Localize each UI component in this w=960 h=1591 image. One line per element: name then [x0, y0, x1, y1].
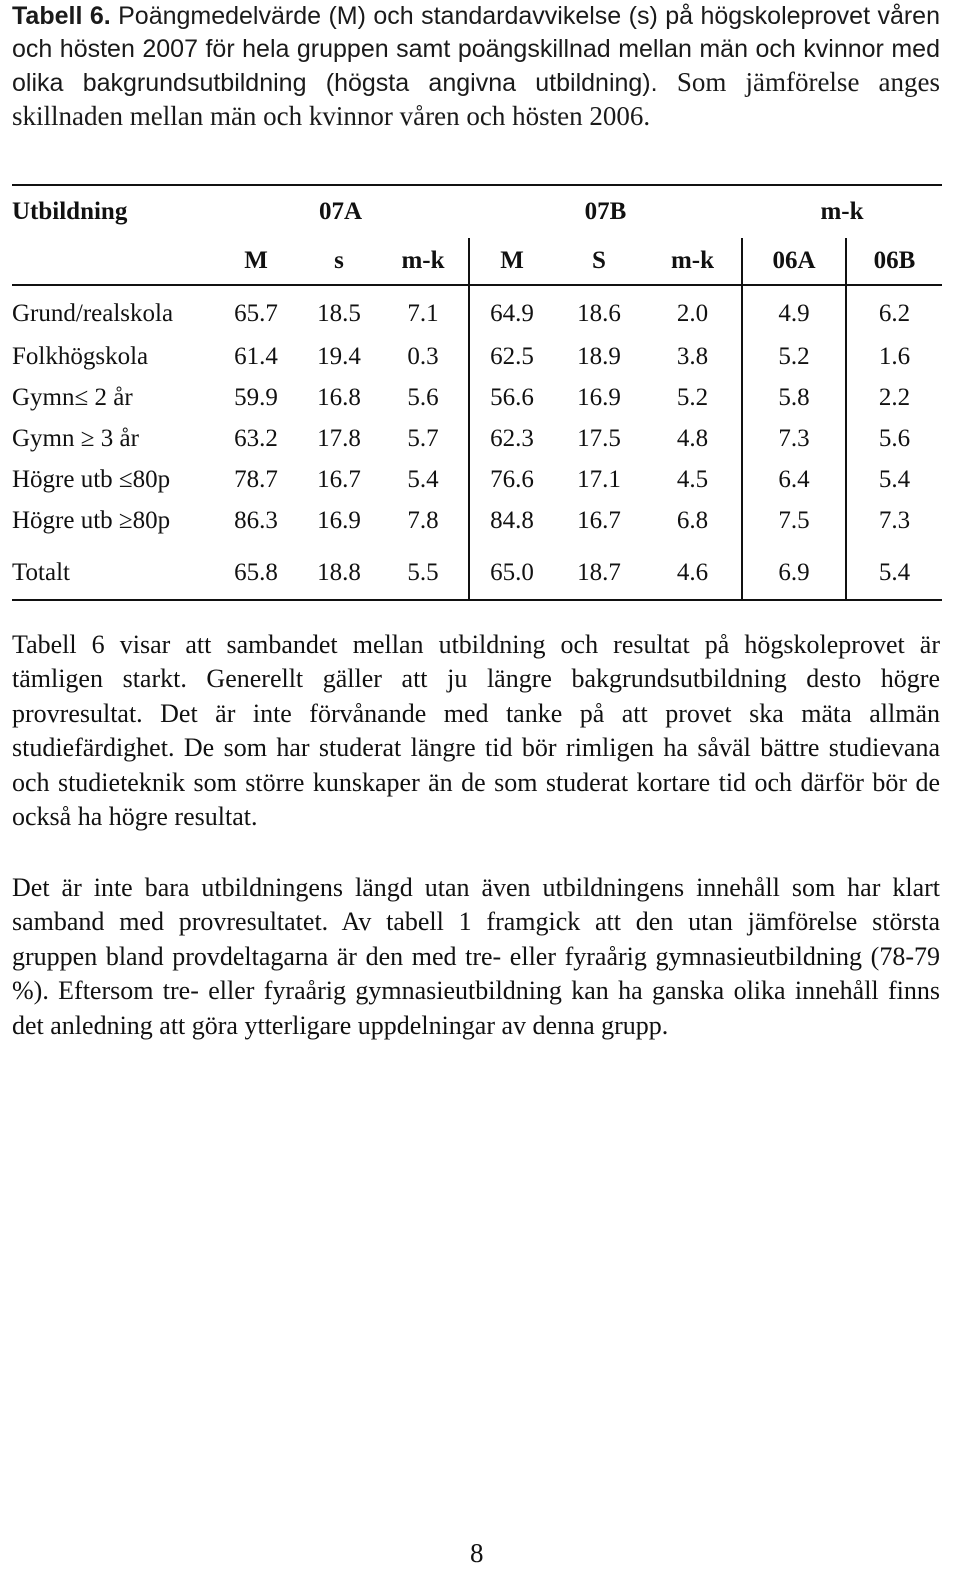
- cell: 17.8: [317, 424, 361, 452]
- cell: 6.8: [644, 500, 742, 541]
- cell: 0.3: [378, 336, 469, 377]
- cell: 63.2: [234, 424, 278, 452]
- cell: 7.3: [742, 418, 846, 459]
- cell: 65.0: [469, 541, 554, 600]
- cell: 5.6: [878, 424, 911, 452]
- table-total-row: [12, 541, 942, 600]
- caption-lead: Tabell 6.: [12, 2, 111, 30]
- cell: 7.1: [378, 285, 469, 336]
- body-paragraph-2: Det är inte bara utbildningens längd utan även utbildningens innehåll som har klart samband med provresultatet. Av tabell 1 framgick att den utan jämförelse största gruppen bland provdeltagarna är den med tre- eller fyraårig gymnasieutbildning (78-79 %). Eftersom tre- eller fyraårig gymnasieutbildning kan ha ganska olika innehåll finns det anledning att göra ytterligare uppdelningar av denna grupp.: [12, 873, 940, 1040]
- caption-text: Poängmedelvärde (M) och standardavvikelse (s) på högskoleprovet våren och hösten 2007 för hela gruppen samt poängskillnad mellan män och kvinnor med olika bakgrundsutbildning (högsta angivna utbildning).: [12, 2, 940, 97]
- cell: 62.5: [490, 342, 534, 370]
- table-row: [12, 336, 942, 377]
- table-row: [12, 459, 942, 500]
- cell: 5.4: [378, 459, 469, 500]
- row-label: Gymn≤ 2 år: [12, 383, 133, 411]
- cell: 5.5: [378, 541, 469, 600]
- row-label: Högre utb ≤80p: [12, 465, 171, 493]
- row-label: Folkhögskola: [12, 342, 149, 370]
- subheader-07b-m: M: [469, 238, 554, 285]
- cell: 5.2: [644, 377, 742, 418]
- cell: 7.8: [378, 500, 469, 541]
- cell: 6.2: [878, 300, 911, 327]
- cell: 78.7: [234, 465, 278, 493]
- cell: 17.1: [577, 465, 621, 493]
- cell: 16.9: [577, 383, 621, 411]
- cell: 76.6: [490, 465, 534, 493]
- cell: 18.5: [317, 300, 361, 327]
- header-07b: 07B: [469, 185, 742, 238]
- cell: 6.9: [742, 541, 846, 600]
- caption-tail: Som jämförelse anges skillnaden mellan män och kvinnor våren och hösten 2006.: [12, 67, 940, 131]
- subheader-07b-s: S: [554, 238, 644, 285]
- cell: 61.4: [234, 342, 278, 370]
- cell: 5.4: [878, 465, 911, 493]
- row-label: Högre utb ≥80p: [12, 506, 171, 534]
- cell: 19.4: [317, 342, 361, 370]
- subheader-07a-m: M: [212, 238, 300, 285]
- subheader-07a-mk: m-k: [378, 238, 469, 285]
- cell: 4.9: [742, 285, 846, 336]
- cell: 2.0: [644, 285, 742, 336]
- cell: 5.2: [742, 336, 846, 377]
- table-caption: [12, 0, 940, 134]
- header-mk: m-k: [742, 185, 942, 238]
- subheader-06b: 06B: [846, 238, 942, 285]
- table-row: [12, 418, 942, 459]
- body-paragraph-1: Tabell 6 visar att sambandet mellan utbildning och resultat på högskoleprovet är tämligen starkt. Generellt gäller att ju längre bakgrundsutbildning desto högre provresultat. Det är inte förvånande med tanke på att provet ska mäta allmän studiefärdighet. De som har studerat längre tid bör rimligen ha såväl bättre studievana och studieteknik som större kunskaper än de som studerat kortare tid och därför bör de också ha högre resultat.: [12, 630, 940, 832]
- subheader-06a: 06A: [742, 238, 846, 285]
- cell: 64.9: [490, 300, 534, 327]
- cell: 62.3: [490, 424, 534, 452]
- page-number: 8: [470, 1538, 484, 1568]
- subheader-07b-mk: m-k: [644, 238, 742, 285]
- cell: 5.4: [846, 541, 942, 600]
- table-row: [12, 285, 942, 336]
- cell: 56.6: [490, 383, 534, 411]
- cell: 18.6: [577, 300, 621, 327]
- row-label: Grund/realskola: [12, 300, 174, 327]
- cell: 6.4: [742, 459, 846, 500]
- cell: 18.9: [577, 342, 621, 370]
- cell: 1.6: [878, 342, 911, 370]
- cell: 17.5: [577, 424, 621, 452]
- cell: 3.8: [644, 336, 742, 377]
- table-sub-header-row: [12, 238, 942, 285]
- cell: 7.3: [878, 506, 911, 534]
- cell: 5.7: [378, 418, 469, 459]
- results-table: [12, 184, 942, 601]
- table-row: [12, 500, 942, 541]
- cell: 86.3: [234, 506, 278, 534]
- header-07a: 07A: [212, 185, 469, 238]
- table-group-header-row: [12, 185, 942, 238]
- cell: 18.7: [554, 541, 644, 600]
- cell: 5.6: [378, 377, 469, 418]
- cell: 65.8: [212, 541, 300, 600]
- cell: 4.8: [644, 418, 742, 459]
- cell: 84.8: [490, 506, 534, 534]
- cell: 16.7: [317, 465, 361, 493]
- cell: 16.9: [317, 506, 361, 534]
- cell: 16.8: [317, 383, 361, 411]
- cell: 4.5: [644, 459, 742, 500]
- cell: 16.7: [577, 506, 621, 534]
- cell: 7.5: [742, 500, 846, 541]
- cell: 5.8: [742, 377, 846, 418]
- cell: 4.6: [644, 541, 742, 600]
- table-row: [12, 377, 942, 418]
- cell: 2.2: [878, 383, 911, 411]
- cell: 59.9: [234, 383, 278, 411]
- cell: 65.7: [234, 300, 278, 327]
- total-label: Totalt: [12, 541, 212, 600]
- header-utbildning: Utbildning: [12, 185, 212, 238]
- subheader-07a-s: s: [300, 238, 378, 285]
- row-label: Gymn ≥ 3 år: [12, 424, 139, 452]
- cell: 18.8: [300, 541, 378, 600]
